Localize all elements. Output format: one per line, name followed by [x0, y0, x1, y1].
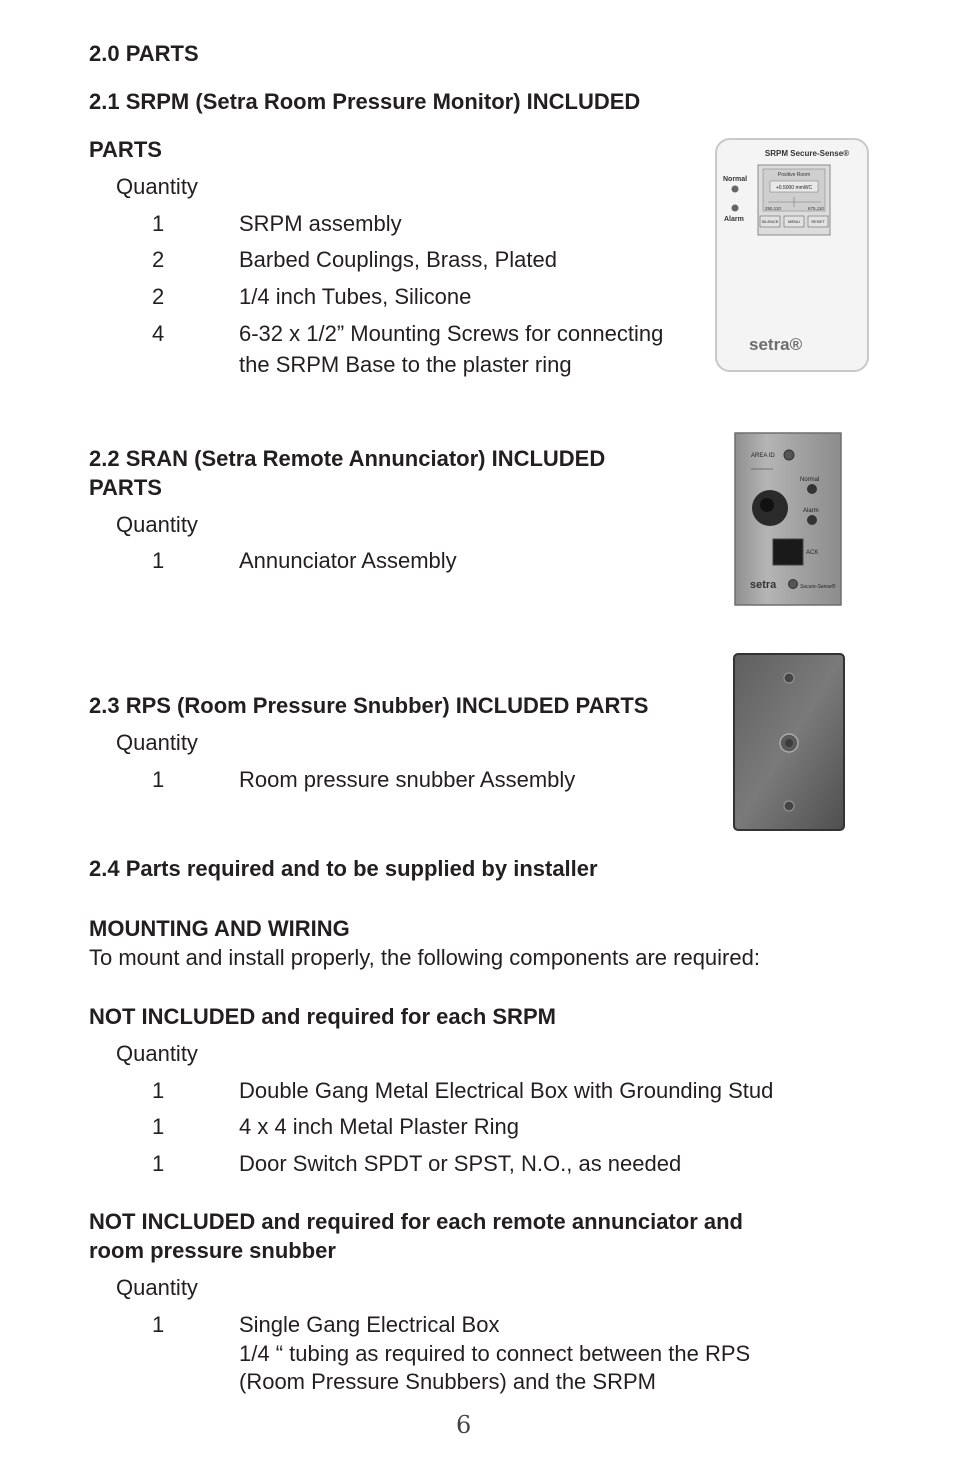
not-included-srpm-item-qty: 1: [152, 1078, 165, 1103]
sran-logo: setra: [750, 579, 777, 591]
sran-normal-led-icon: [807, 484, 817, 494]
sran-ack-button: [773, 539, 803, 565]
setra-logo: setra®: [749, 335, 803, 354]
screw-icon: [784, 673, 794, 683]
srpm-brand-title: SRPM Secure-Sense®: [764, 149, 850, 158]
rps-device-image: [731, 651, 849, 833]
installer-heading: 2.4 Parts required and to be supplied by installer: [89, 856, 598, 881]
sran-alarm-label: Alarm: [803, 508, 819, 514]
rps-heading: 2.3 RPS (Room Pressure Snubber) INCLUDED PARTS: [89, 693, 649, 718]
not-included-srpm-quantity-label: Quantity: [116, 1041, 198, 1066]
not-included-srpm-item-desc: Double Gang Metal Electrical Box with Grounding Stud: [239, 1078, 774, 1103]
srpm-normal-led-icon: [732, 186, 739, 193]
srpm-screen-left: 250,110: [765, 206, 781, 211]
not-included-remote-heading-line1: NOT INCLUDED and required for each remote annunciator and: [89, 1209, 743, 1234]
srpm-item-qty: 1: [152, 211, 165, 236]
rps-item-qty: 1: [152, 767, 165, 792]
mounting-heading: MOUNTING AND WIRING: [89, 916, 350, 941]
not-included-srpm-item-qty: 1: [152, 1151, 165, 1176]
mounting-text: To mount and install properly, the following components are required:: [89, 945, 760, 970]
srpm-item-desc: SRPM assembly: [239, 211, 402, 236]
sran-ack-label: ACK: [806, 550, 819, 556]
srpm-item-desc-cont: the SRPM Base to the plaster ring: [239, 352, 572, 377]
not-included-remote-item-desc-cont: (Room Pressure Snubbers) and the SRPM: [239, 1369, 656, 1394]
not-included-srpm-item-desc: Door Switch SPDT or SPST, N.O., as needed: [239, 1151, 682, 1176]
srpm-item-desc: 1/4 inch Tubes, Silicone: [239, 284, 472, 309]
srpm-screen-value: +0.5000 mmWC: [775, 185, 813, 191]
screw-icon: [789, 580, 798, 589]
screw-icon: [784, 450, 794, 460]
sran-logo-sub: Secure-Sense®: [800, 584, 836, 590]
rps-quantity-label: Quantity: [116, 730, 198, 755]
sran-area-id-label: AREA ID: [751, 453, 775, 459]
srpm-normal-label: Normal: [723, 176, 748, 183]
sran-alarm-led-icon: [807, 515, 817, 525]
srpm-reset-button: RESET: [811, 219, 825, 224]
sran-normal-label: Normal: [800, 477, 820, 483]
srpm-heading-line1: 2.1 SRPM (Setra Room Pressure Monitor) INCLUDED: [89, 89, 641, 114]
srpm-silence-button: SILENCE: [761, 219, 779, 224]
sran-item-qty: 1: [152, 548, 165, 573]
srpm-heading-line2: PARTS: [89, 137, 162, 162]
srpm-alarm-led-icon: [732, 205, 739, 212]
sran-item-desc: Annunciator Assembly: [239, 548, 457, 573]
not-included-remote-quantity-label: Quantity: [116, 1275, 198, 1300]
srpm-item-qty: 2: [152, 284, 165, 309]
not-included-remote-item-desc-cont: 1/4 “ tubing as required to connect between the RPS: [239, 1341, 751, 1366]
sran-heading-line2: PARTS: [89, 475, 162, 500]
srpm-item-desc: 6-32 x 1/2” Mounting Screws for connecting: [239, 321, 664, 346]
sran-heading-line1: 2.2 SRAN (Setra Remote Annunciator) INCLUDED: [89, 446, 606, 471]
not-included-srpm-heading: NOT INCLUDED and required for each SRPM: [89, 1004, 556, 1029]
sran-quantity-label: Quantity: [116, 512, 198, 537]
screw-icon: [784, 801, 794, 811]
srpm-item-desc: Barbed Couplings, Brass, Plated: [239, 247, 557, 272]
srpm-screen-title: Positive Room: [777, 172, 811, 178]
srpm-quantity-label: Quantity: [116, 174, 198, 199]
srpm-alarm-label: Alarm: [724, 216, 744, 223]
rps-item-desc: Room pressure snubber Assembly: [239, 767, 576, 792]
sran-device-image: [733, 431, 845, 607]
not-included-remote-heading-line2: room pressure snubber: [89, 1238, 336, 1263]
not-included-remote-item-qty: 1: [152, 1312, 165, 1337]
srpm-item-qty: 4: [152, 321, 165, 346]
not-included-remote-item-desc: Single Gang Electrical Box: [239, 1312, 500, 1337]
section-title-parts: 2.0 PARTS: [89, 41, 199, 66]
not-included-srpm-item-qty: 1: [152, 1114, 165, 1139]
srpm-device-image: [713, 137, 873, 375]
srpm-screen-right: 675,110: [808, 206, 824, 211]
srpm-menu-button: MENU: [788, 219, 800, 224]
page-number: 6: [456, 1411, 472, 1439]
not-included-srpm-item-desc: 4 x 4 inch Metal Plaster Ring: [239, 1114, 520, 1139]
srpm-item-qty: 2: [152, 247, 165, 272]
